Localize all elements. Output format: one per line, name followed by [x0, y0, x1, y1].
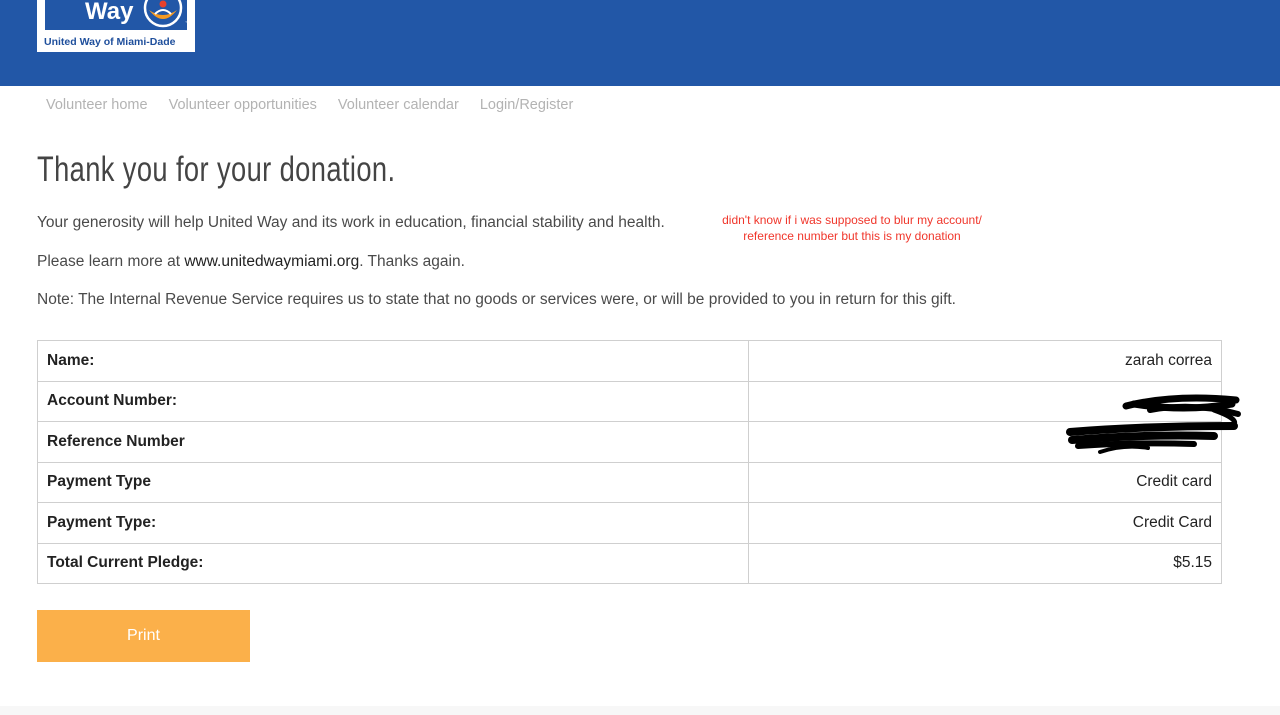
table-row	[38, 381, 1222, 422]
row-label: Account Number:	[38, 381, 749, 422]
row-label: Reference Number	[38, 422, 749, 463]
row-value: $5.15	[749, 543, 1222, 584]
learn-more-suffix: . Thanks again.	[359, 253, 465, 270]
logo-wordmark: Way	[85, 0, 134, 25]
nav-volunteer-home[interactable]: Volunteer home	[46, 97, 148, 113]
learn-more-text	[37, 253, 465, 271]
row-label: Payment Type:	[38, 503, 749, 544]
table-row	[38, 462, 1222, 503]
user-annotation	[706, 213, 998, 244]
learn-more-prefix: Please learn more at	[37, 253, 185, 270]
table-row	[38, 422, 1222, 463]
row-value: zarah correa	[749, 341, 1222, 382]
donation-summary-table	[37, 340, 1222, 584]
united-way-logo[interactable]	[37, 0, 195, 52]
trademark: ™	[185, 20, 189, 25]
website-link[interactable]: www.unitedwaymiami.org	[184, 253, 360, 270]
nav-volunteer-calendar[interactable]: Volunteer calendar	[337, 97, 459, 113]
nav-volunteer-opportunities[interactable]: Volunteer opportunities	[168, 97, 317, 113]
footer-edge	[0, 706, 1280, 715]
united-way-emblem-icon	[141, 0, 185, 28]
table-row	[38, 543, 1222, 584]
row-value: Credit card	[749, 462, 1222, 503]
nav-login-register[interactable]: Login/Register	[479, 97, 574, 113]
print-button[interactable]: Print	[37, 610, 250, 662]
site-header	[0, 0, 1280, 86]
page-title: Thank you for your donation.	[37, 150, 396, 189]
row-value: Credit Card	[749, 503, 1222, 544]
table-row	[38, 503, 1222, 544]
row-label: Name:	[38, 341, 749, 382]
annotation-line-1: didn't know if i was supposed to blur my account/	[722, 213, 982, 227]
generosity-text: Your generosity will help United Way and its work in education, financial stability and health.	[37, 214, 665, 231]
annotation-line-2: reference number but this is my donation	[743, 228, 961, 243]
irs-note: Note: The Internal Revenue Service requires us to state that no goods or services were, or will be provided to you in return for this gift.	[37, 291, 956, 308]
redaction-scribble	[1064, 390, 1244, 460]
row-label: Payment Type	[38, 462, 749, 503]
logo-banner	[45, 0, 187, 30]
row-label: Total Current Pledge:	[38, 543, 749, 584]
main-nav	[46, 97, 594, 117]
logo-subtitle: United Way of Miami-Dade	[44, 36, 176, 48]
table-row	[38, 341, 1222, 382]
